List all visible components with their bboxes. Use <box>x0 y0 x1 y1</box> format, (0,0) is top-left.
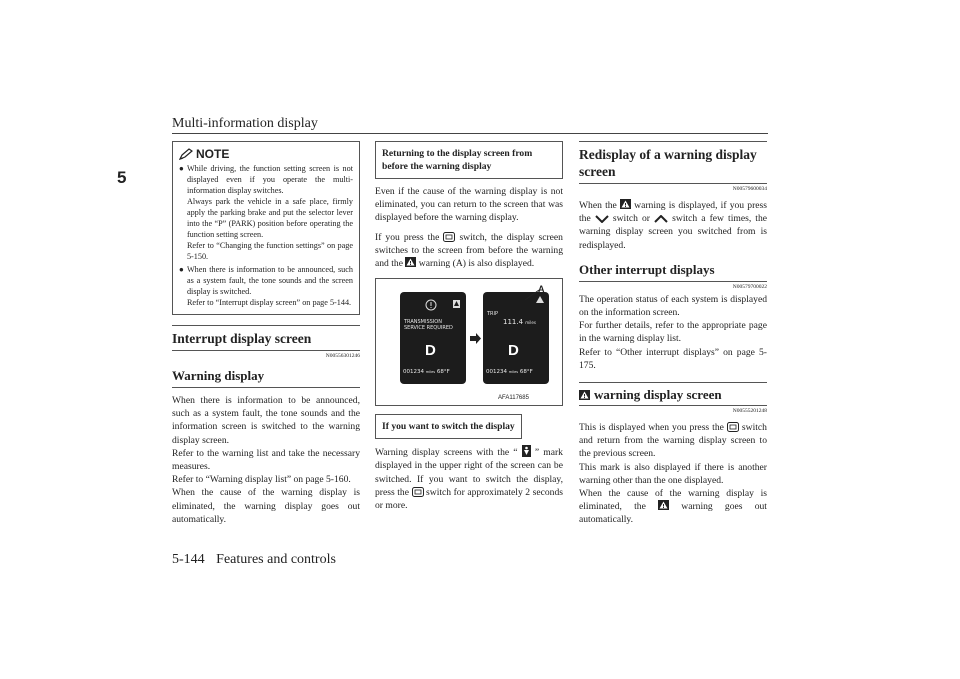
section-title-warning-screen <box>579 382 767 406</box>
trip-value <box>503 320 536 326</box>
footer-section: Features and controls <box>216 552 336 567</box>
chevron-down-icon <box>595 215 609 223</box>
page-header-title: Multi-information display <box>172 116 318 131</box>
screen-warning <box>400 292 466 384</box>
warning-triangle-icon <box>620 199 631 209</box>
note-bullet: ● <box>179 164 184 173</box>
temperature: 68°F <box>436 369 450 376</box>
column-3 <box>579 141 767 527</box>
trip-unit: miles <box>525 320 536 326</box>
text-run: switch a few times, the warning display screen you switched from is redisplayed. <box>579 213 768 251</box>
text-run: If you press the <box>375 231 440 243</box>
text-run: warning (A) is also displayed. <box>418 258 535 270</box>
odometer-value: 001234 <box>403 369 424 376</box>
paragraph <box>375 231 563 271</box>
callout-label-a: A <box>538 284 545 295</box>
note-bullet: ● <box>179 265 184 274</box>
text-run: warning is displayed, if you press the <box>579 200 767 225</box>
chapter-tab: 5 <box>117 168 127 187</box>
paragraph: The operation status of each system is displayed on the information screen. For further details, refer to the appropriate page in the warning display list. Refer to “Other interrupt displays” on page 5-175. <box>579 293 767 371</box>
page-number: 5-144 <box>172 552 205 567</box>
warning-triangle-icon <box>405 257 416 267</box>
odometer-unit: miles <box>425 370 436 375</box>
odometer-value: 001234 <box>486 369 507 376</box>
section-code: N00579700022 <box>732 283 767 290</box>
note-item <box>179 163 353 262</box>
paragraph <box>579 199 767 252</box>
screen-previous <box>483 292 549 384</box>
gear-indicator: D <box>425 342 436 360</box>
warning-triangle-icon <box>658 500 669 510</box>
text-run: This is displayed when you press the <box>579 422 724 434</box>
chevron-up-icon <box>654 215 668 223</box>
display-switch-icon <box>412 487 424 497</box>
display-switch-icon <box>727 422 739 432</box>
procedure-box-switch: If you want to switch the display <box>375 414 522 439</box>
note-pencil-icon <box>179 148 193 160</box>
note-header <box>179 148 353 160</box>
procedure-box-returning: Returning to the display screen from before the warning display <box>375 141 563 179</box>
note-text: When there is information to be announced, such as a system fault, the tone sounds and the screen display is switched. Refer to “Interrupt display screen” on page 5-144. <box>186 265 353 307</box>
section-title-interrupt: Interrupt display screen <box>172 325 360 351</box>
odometer <box>403 370 450 376</box>
display-switch-icon <box>443 232 455 242</box>
instrument-figure <box>375 278 563 406</box>
paragraph: Even if the cause of the warning display is not eliminated, you can return to the screen that was displayed before the warning display. <box>375 186 563 224</box>
subsection-title-other: Other interrupt displays <box>579 262 767 282</box>
note-title: NOTE <box>196 146 230 161</box>
temperature: 68°F <box>519 369 533 376</box>
section-code: N00555201248 <box>732 408 767 415</box>
note-item <box>179 264 353 308</box>
switch-mark-icon <box>453 300 460 308</box>
page-footer <box>172 552 336 568</box>
arrow-right-icon <box>470 333 481 344</box>
screen-message-line2: SERVICE REQUIRED <box>404 325 453 332</box>
figure-code: AFA117685 <box>498 395 529 402</box>
section-code: N00556301246 <box>325 353 360 359</box>
odometer <box>486 370 533 376</box>
warning-triangle-icon <box>579 390 590 400</box>
subsection-title-warning-display: Warning display <box>172 368 360 388</box>
text-run: When the <box>579 200 617 211</box>
gear-indicator: D <box>508 342 519 360</box>
paragraph: When there is information to be announced, such as a system fault, the tone sounds and the information screen is switched to the warning display screen. Refer to the warning list and take the necessary measures. Refer to “Warning display list” on page 5-160. When the cause of the warning display is eliminated, the warning display goes out automatically. <box>172 395 360 525</box>
callout-line <box>524 289 540 301</box>
note-text: While driving, the function setting screen is not displayed even if you operate the multi-information display switches. Always park the vehicle in a safe place, firmly apply the parking brake and put the selector lever into the “P” (PARK) position before operating the function setting screen. Refer to “Changing the function settings” on page 5-150. <box>186 164 353 261</box>
text-run: Warning display screens with the “ <box>375 447 518 459</box>
section-title-redisplay: Redisplay of a warning display screen <box>579 141 767 184</box>
header-rule <box>172 133 768 134</box>
gear-warning-icon <box>424 298 438 312</box>
trip-label: TRIP <box>487 311 499 318</box>
odometer-unit: miles <box>508 370 519 375</box>
text-run: ” mark displayed in the upper right of the screen can be switched. If you want to switch the display, press the <box>375 447 563 498</box>
text-run: switch or <box>612 213 650 225</box>
section-code: N00579600034 <box>732 186 767 192</box>
text-run: switch for approximately 2 seconds or more. <box>375 486 563 512</box>
text-run: warning goes out automatically. <box>579 501 767 526</box>
column-1 <box>172 141 360 526</box>
text-run: switch and return from the warning display screen to the previous screen. This mark is also displayed if there is another warning other than the one displayed. When the cause of the warning display is eliminated, the <box>579 422 767 513</box>
column-2 <box>375 141 563 512</box>
paragraph <box>579 421 767 527</box>
section-title-text: warning display screen <box>594 387 722 403</box>
note-box <box>172 141 360 315</box>
trip-value-number: 111.4 <box>503 318 524 327</box>
screen-message-line1: TRANSMISSION <box>404 319 442 326</box>
text-run: switch, the display screen switches to the screen from before the warning and the <box>375 231 563 270</box>
switch-mark-icon <box>522 445 531 457</box>
paragraph <box>375 445 563 512</box>
